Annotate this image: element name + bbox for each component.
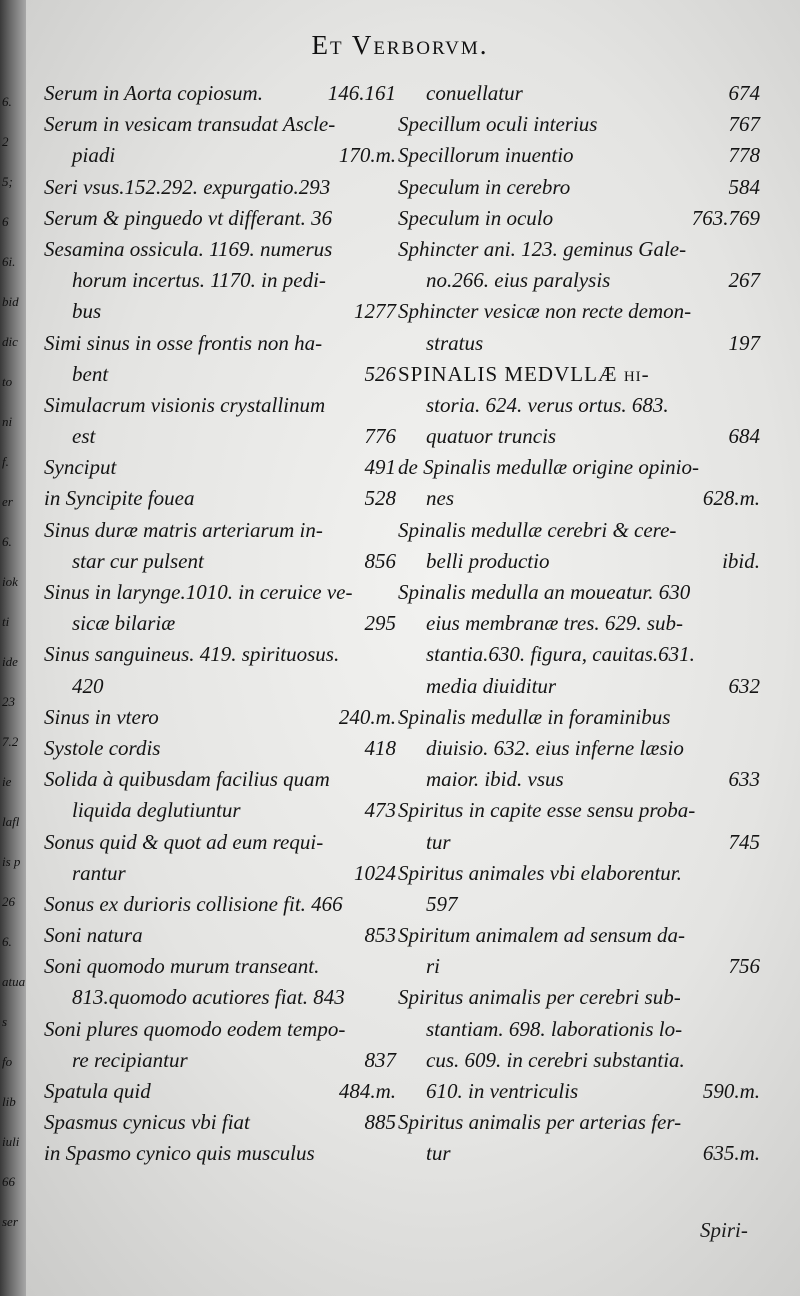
binding-text-fragment: bid <box>2 294 19 309</box>
index-entry-line <box>44 982 396 1013</box>
index-entry-text: quatuor truncis <box>426 424 557 449</box>
binding-text-fragment: f. <box>2 454 9 469</box>
binding-text-fragment: ie <box>2 774 12 789</box>
index-entry-line <box>44 546 396 577</box>
index-entry-text: rantur <box>72 860 126 885</box>
binding-text-fragment: ide <box>2 654 18 669</box>
index-entry-line <box>44 733 396 764</box>
index-entry-line <box>398 858 760 889</box>
index-entry-line <box>44 515 396 546</box>
index-entry-line <box>44 951 396 982</box>
index-entry-text: bus <box>72 299 102 324</box>
index-entry-text: tur <box>426 1141 451 1166</box>
index-entry-line <box>44 608 396 639</box>
index-entry-text: 813.quomodo acutiores fiat. 843 <box>72 985 345 1010</box>
page-reference: 776 <box>364 424 396 449</box>
page-reference: 853 <box>364 923 396 948</box>
index-entry-text: storia. 624. verus ortus. 683. <box>426 392 669 417</box>
index-entry-line <box>398 452 760 483</box>
index-entry-text: Solida à quibusdam facilius quam <box>44 767 330 792</box>
index-entry-line <box>398 172 760 203</box>
index-entry-text: Seri vsus.152.292. expurgatio.293 <box>44 174 331 199</box>
index-entry-line <box>44 671 396 702</box>
index-entry-text: SPINALIS MEDVLLÆ hi- <box>398 361 650 386</box>
index-entry-line <box>44 483 396 514</box>
binding-text-fragment: 7.2 <box>2 734 19 749</box>
index-entry-line <box>44 827 396 858</box>
index-entry-text: re recipiantur <box>72 1047 188 1072</box>
binding-text-fragment: fo <box>2 1054 13 1069</box>
index-entry-text: Synciput <box>44 455 117 480</box>
index-entry-line <box>398 795 760 826</box>
page-reference: 526 <box>364 361 396 386</box>
index-entry-line <box>44 858 396 889</box>
left-index-column <box>44 78 396 1170</box>
index-entry-line <box>398 982 760 1013</box>
index-entry-text: maior. ibid. vsus <box>426 767 564 792</box>
page-reference: 528 <box>364 486 396 511</box>
page-reference: 628.m. <box>702 486 760 511</box>
index-entry-line <box>44 140 396 171</box>
index-entry-line <box>398 109 760 140</box>
index-entry-line <box>44 1138 396 1169</box>
index-entry-text: Sinus sanguineus. 419. spirituosus. <box>44 642 340 667</box>
binding-text-fragment: 23 <box>2 694 15 709</box>
index-entry-text: Spiritus animalis per cerebri sub- <box>398 985 681 1010</box>
index-entry-line <box>44 234 396 265</box>
index-entry-text: tur <box>426 829 451 854</box>
index-entry-line <box>44 390 396 421</box>
page-reference: 473 <box>364 798 396 823</box>
page-reference: 1024 <box>354 860 396 885</box>
page-reference: 590.m. <box>702 1079 760 1103</box>
right-index-column <box>398 78 760 1170</box>
page-reference: 635.m. <box>702 1141 760 1166</box>
page-reference: 170.m. <box>338 143 396 168</box>
index-entry-line <box>398 702 760 733</box>
index-entry-text: Soni quomodo murum transeant. <box>44 954 320 979</box>
binding-text-fragment: 66 <box>2 1174 15 1189</box>
index-entry-text: Sphincter vesicæ non recte demon- <box>398 299 692 324</box>
index-entry-text: ri <box>426 954 441 979</box>
binding-text-fragment: dic <box>2 334 18 349</box>
index-entry-line <box>398 234 760 265</box>
index-entry-text: Speculum in cerebro <box>398 174 571 199</box>
binding-text-fragment: to <box>2 374 13 389</box>
page-reference: 484.m. <box>338 1079 396 1103</box>
index-entry-line <box>44 359 396 390</box>
index-entry-line <box>44 1107 396 1138</box>
index-entry-line <box>44 764 396 795</box>
index-entry-line <box>398 608 760 639</box>
binding-text-fragment: 6. <box>2 934 12 949</box>
index-entry-line <box>44 265 396 296</box>
index-entry-text: Sesamina ossicula. 1169. numerus <box>44 236 333 261</box>
index-entry-text: no.266. eius paralysis <box>426 268 611 293</box>
index-entry-line <box>398 515 760 546</box>
index-entry-text: Spiritus animales vbi elaborentur. <box>398 860 682 885</box>
binding-text-fragment: 2 <box>2 134 9 149</box>
index-entry-line <box>398 827 760 858</box>
index-entry-text: stantiam. 698. laborationis lo- <box>426 1016 683 1041</box>
binding-text-fragment: is p <box>2 854 21 869</box>
index-entry-line <box>44 78 396 109</box>
binding-text-fragment: ti <box>2 614 10 629</box>
index-entry-text: Spinalis medullæ in foraminibus <box>398 704 671 729</box>
index-entry-text: Spatula quid <box>44 1079 151 1103</box>
page-reference: 885 <box>364 1110 396 1135</box>
index-entry-text: stantia.630. figura, cauitas.631. <box>426 642 695 667</box>
index-entry-text: Systole cordis <box>44 735 161 760</box>
index-entry-text: sicæ bilariæ <box>72 611 176 636</box>
index-entry-line <box>398 733 760 764</box>
index-entry-line <box>398 639 760 670</box>
index-entry-line <box>398 1138 760 1169</box>
index-entry-line <box>44 421 396 452</box>
index-entry-line <box>398 203 760 234</box>
binding-text-fragment: s <box>2 1014 8 1029</box>
index-entry-line <box>398 889 760 920</box>
index-entry-text: in Spasmo cynico quis musculus <box>44 1141 315 1166</box>
index-entry-text: Sonus ex durioris collisione fit. 466 <box>44 891 343 916</box>
page-reference: 756 <box>728 954 760 979</box>
binding-text-fragment: 5; <box>2 174 13 189</box>
index-entry-line <box>398 920 760 951</box>
index-entry-line <box>44 172 396 203</box>
page-reference: 684 <box>728 424 760 449</box>
index-entry-text: conuellatur <box>426 81 523 105</box>
index-entry-line <box>398 1045 760 1076</box>
page-reference: 1277 <box>354 299 396 324</box>
running-header: Et Verborvm. <box>311 30 489 60</box>
binding-text-fragment: 6i. <box>2 254 16 269</box>
index-entry-text: Soni natura <box>44 923 143 948</box>
index-entry-line <box>398 1014 760 1045</box>
binding-text-fragment: lafl <box>2 814 20 829</box>
index-entry-text: diuisio. 632. eius inferne læsio <box>426 735 684 760</box>
binding-text-fragment: lib <box>2 1094 16 1109</box>
index-entry-text: belli productio <box>426 548 550 573</box>
page-reference: 632 <box>728 673 760 698</box>
index-entry-line <box>398 671 760 702</box>
index-entry-line <box>398 1076 760 1107</box>
index-entry-text: piadi <box>72 143 116 168</box>
page-reference: 197 <box>728 330 760 355</box>
index-entry-text: bent <box>72 361 109 386</box>
index-entry-text: star cur pulsent <box>72 548 204 573</box>
index-entry-line <box>44 1014 396 1045</box>
index-entry-text: Sonus quid & quot ad eum requi- <box>44 829 324 854</box>
index-entry-text: in Syncipite fouea <box>44 486 195 511</box>
index-entry-text: Simulacrum visionis crystallinum <box>44 392 326 417</box>
page-reference: 745 <box>728 829 760 854</box>
index-entry-line <box>398 951 760 982</box>
index-entry-line <box>398 764 760 795</box>
index-entry-line <box>44 109 396 140</box>
index-entry-text: 597 <box>426 891 458 916</box>
index-entry-line <box>398 546 760 577</box>
index-entry-text: Specillum oculi interius <box>398 112 598 137</box>
index-entry-text: 420 <box>72 673 104 698</box>
page-reference: 856 <box>364 548 396 573</box>
page-reference: 767 <box>728 112 760 137</box>
index-entry-text: Sinus duræ matris arteriarum in- <box>44 517 323 542</box>
page-reference: 674 <box>728 81 760 105</box>
index-entry-line <box>398 328 760 359</box>
page-reference: 240.m. <box>338 704 396 729</box>
index-entry-line <box>44 795 396 826</box>
index-entry-text: Sinus in larynge.1010. in ceruice ve- <box>44 580 353 604</box>
page-reference: 418 <box>364 735 396 760</box>
index-entry-line <box>44 577 396 608</box>
index-entry-text: Spiritus in capite esse sensu proba- <box>398 798 696 823</box>
index-entry-text: Sphincter ani. 123. geminus Gale- <box>398 236 687 261</box>
index-entry-text: Speculum in oculo <box>398 205 554 230</box>
index-entry-line <box>398 265 760 296</box>
index-entry-text: media diuiditur <box>426 673 557 698</box>
page-reference: 267 <box>728 268 760 293</box>
binding-text-fragment: 6. <box>2 94 12 109</box>
index-entry-text: Spasmus cynicus vbi fiat <box>44 1110 250 1135</box>
index-entry-text: nes <box>426 486 454 511</box>
binding-text-fragment: iok <box>2 574 18 589</box>
index-entry-line <box>44 920 396 951</box>
page-reference: 778 <box>728 143 760 168</box>
page-reference: 837 <box>364 1047 396 1072</box>
index-entry-text: Specillorum inuentio <box>398 143 574 168</box>
index-entry-line <box>398 390 760 421</box>
binding-edge <box>0 0 26 1296</box>
index-entry-text: Simi sinus in osse frontis non ha- <box>44 330 323 355</box>
page-reference: 633 <box>728 767 760 792</box>
index-entry-text: Spiritum animalem ad sensum da- <box>398 923 685 948</box>
index-entry-line <box>44 889 396 920</box>
index-entry-line <box>44 639 396 670</box>
index-entry-line <box>398 78 760 109</box>
catchword: Spiri- <box>700 1218 748 1242</box>
index-entry-line <box>44 1045 396 1076</box>
index-entry-line <box>44 452 396 483</box>
binding-text-fragment: 26 <box>2 894 15 909</box>
index-entry-line <box>44 1076 396 1107</box>
index-entry-line <box>398 296 760 327</box>
page-reference: 491 <box>364 455 396 480</box>
binding-text-fragment: ni <box>2 414 13 429</box>
index-entry-text: Sinus in vtero <box>44 704 159 729</box>
binding-text-fragment: 6 <box>2 214 9 229</box>
index-entry-text: est <box>72 424 96 449</box>
index-entry-line <box>44 702 396 733</box>
binding-text-fragment: atua <box>2 974 26 989</box>
index-entry-text: Spinalis medullæ cerebri & cere- <box>398 517 677 542</box>
page-reference: 146.161 <box>327 81 396 105</box>
page-reference: 295 <box>364 611 396 636</box>
index-entry-text: Spiritus animalis per arterias fer- <box>398 1110 682 1135</box>
page-reference: 763.769 <box>691 205 760 230</box>
index-entry-line <box>398 1107 760 1138</box>
index-entry-line <box>398 140 760 171</box>
index-entry-text: Serum in Aorta copiosum. <box>44 81 263 105</box>
index-entry-text: Soni plures quomodo eodem tempo- <box>44 1016 346 1041</box>
index-entry-text: Spinalis medulla an moueatur. 630 <box>398 580 691 604</box>
binding-text-fragment: er <box>2 494 13 509</box>
page-reference: 584 <box>728 174 760 199</box>
index-entry-text: 610. in ventriculis <box>426 1079 579 1103</box>
index-entry-text: Serum & pinguedo vt differant. 36 <box>44 205 333 230</box>
index-entry-text: cus. 609. in cerebri substantia. <box>426 1047 685 1072</box>
index-entry-line <box>44 203 396 234</box>
index-entry-text: de Spinalis medullæ origine opinio- <box>398 455 699 480</box>
index-entry-line <box>44 328 396 359</box>
index-entry-line <box>398 421 760 452</box>
index-entry-text: stratus <box>426 330 484 355</box>
index-entry-line <box>398 359 760 390</box>
binding-text-fragment: ser <box>2 1214 18 1229</box>
binding-text-fragment: 6. <box>2 534 12 549</box>
index-entry-text: eius membranæ tres. 629. sub- <box>426 611 684 636</box>
binding-text-fragment: iuli <box>2 1134 20 1149</box>
index-entry-text: Serum in vesicam transudat Ascle- <box>44 112 336 137</box>
index-entry-text: horum incertus. 1170. in pedi- <box>72 268 326 293</box>
index-entry-line <box>398 577 760 608</box>
page-reference: ibid. <box>722 548 760 573</box>
index-entry-text: liquida deglutiuntur <box>72 798 241 823</box>
index-entry-line <box>44 296 396 327</box>
index-entry-line <box>398 483 760 514</box>
